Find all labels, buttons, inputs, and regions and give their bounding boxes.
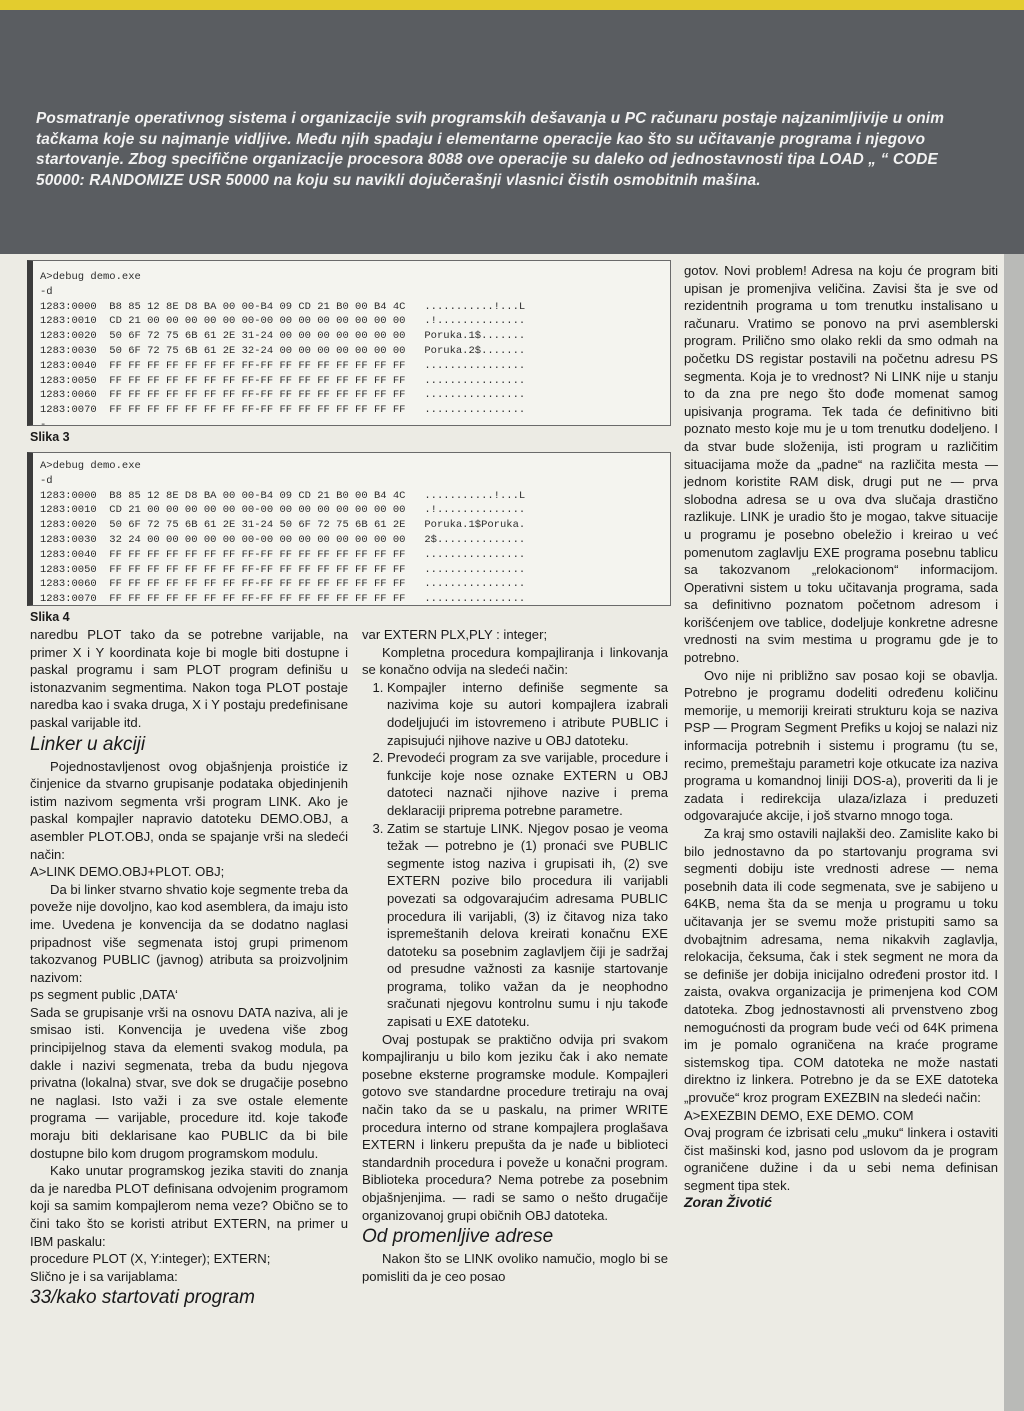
list-item: 2. Prevodeći program za sve varijable, procedure i funkcije koje nose oznake EXTERN u OBJ datoteci naznači njihove nazive i prema deklaraciji pripremа potrebne parametre. bbox=[387, 749, 668, 819]
paragraph: Kako unutar programskog jezika staviti do znanja da je naredba PLOT definisana odvojenim programom koji sa samim kompajlerom nema veze? Obično se to čini tako što se koristi atribut EXTERN, na primer u IBM paskalu: bbox=[30, 1163, 348, 1249]
figure-caption-4: Slika 4 bbox=[30, 610, 70, 624]
debug-dump-text: A>debug demo.exe -d 1283:0000 B8 85 12 8E D8 BA 00 00-B4 09 CD 21 B0 00 B4 4C ...........!...L 1283:0010 CD 21 00 00 00 00 00 00-00 00 00 00 00 00 00 00 .!.............. 1283:0020 50 6F 72 75 6B 61 2E 31-24 50 6F 72 75 6B 61 2E Poruka.1$Poruka. 1283:0030 32 24 00 00 00 00 00 00-00 00 00 00 00 00 00 00 2$.............. 1283:0040 FF FF FF FF FF FF FF FF-FF FF FF FF FF FF FF FF ................ 1283:0050 FF FF FF FF FF FF FF FF-FF FF FF FF FF FF FF FF ................ 1283:0060 FF FF FF FF FF FF FF FF-FF FF FF FF FF FF FF FF ................ 1283:0070 FF FF FF FF FF FF FF FF-FF FF FF FF FF FF FF FF ................ bbox=[40, 460, 526, 606]
paragraph: Za kraj smo ostavili najlakši deo. Zamislite kako bi bilo jednostavno da po startovanju programa svi segmenti dobiju iste vrednosti adrese — nema posebnih data ili code segmenata, sve je sabijeno u 64KB, nema šta da se menja u programu u toku učitavanja jer se svemu može pristupiti samo sa dvobajtnim adresama, nema nikakvih zaglavlja, relokacija, čeksuma, čak i stek segment ne mora da se definiše jer dobija inicijalno određeni prostor itd. I zaista, ovakva organizacija je primenjena kod COM datoteka. Zbog jednostavnosti ali prvenstveno zbog nemogućnosti da program bude veći od 64K primena im je pomalo ograničena na kraće programe sistemskog tipa. COM datoteka ne može nastati direktno iz linkera. Potrebno je da se EXE datoteka „provuče“ kroz program EXEZBIN na sledeći način: bbox=[684, 826, 998, 1105]
paragraph: Sada se grupisanje vrši na osnovu DATA naziva, ali je smisao isti. Konvencija je uvedena više zbog principijelnog stava da elementi svakog modula, pa dakle i nazivi segmenata, treba da budu njegova privatna (lokalna) stvar, sve dok se drugačije posebno ne naglasi. Isto važi i za sve ostale elemente programa — varijable, procedure itd. koje takođe moraju biti deklarisane kao PUBLIC da bi bile dostupne bilo kom drugom programskom modulu. bbox=[30, 1004, 348, 1161]
text-column-2 bbox=[362, 626, 668, 1285]
text-column-1 bbox=[30, 626, 348, 1311]
code-line: A>EXEZBIN DEMO, EXE DEMO. COM bbox=[684, 1107, 914, 1123]
paragraph: gotov. Novi problem! Adresa na koju će program biti upisan je promenjiva veličina. Zavisi šta je sve od rezidentnih programa u tom trenutku instalisano u računaru. Vratimo se ponovo na prvi asemblerski program. Prilično smo olako rekli da smo odmah na početku DS registar postavili na početnu adresu PS segmenta. Koja je to vrednost? Ni LINK nije u stanju to da zna pre nego što dođe momenat samog upisivanja programa. Tek tada će definitivno biti poznato mesto koje mu je u tom trenutku dodeljeno. I da stvar bude složenija, isti program u različitim situacijama može da „padne“ na različita mesta — jednom koristite RAM disk, drugi put ne — prva slobodna adresa se u ova dva slučaja drastično razlikuje. LINK je uradio što je mogao, takve situacije u programu je posebno obeležio i kreirao u već pomenutom zaglavlju EXE programa posebnu tablicu sa takozvanom „relokacionom“ informacijom. Operativni sistem u toku učitavanja programa, sada sa definitivno poznatom početnom adresom i korišćenjem ove tablice, dodeljuje konkretne adresne vrednosti na svim mestima u programu gde je to potrebno. bbox=[684, 263, 998, 666]
paragraph: naredbu PLOT tako da se potrebne varijable, na primer X i Y koordinata koje bi mogle biti dostupne i paskal programu i sam PLOT program definišu u istonazvanim segmentima. Nakon toga PLOT postaje naredba kao i svaka druga, X i Y postaju predefinisane paskal varijable itd. bbox=[30, 627, 348, 730]
code-line: ps segment public ‚DATA‘ bbox=[30, 987, 178, 1003]
paragraph: Nakon što se LINK ovoliko namučio, moglo bi se pomisliti da je ceo posao bbox=[362, 1251, 668, 1284]
page-footer-title: 33/kako startovati program bbox=[30, 1287, 255, 1309]
code-line: var EXTERN PLX,PLY : integer; bbox=[362, 627, 548, 642]
top-color-strip bbox=[0, 0, 1024, 10]
code-line: procedure PLOT (X, Y:integer); EXTERN; bbox=[30, 1251, 271, 1267]
page-edge-shadow bbox=[1004, 254, 1024, 1411]
author-signature: Zoran Životić bbox=[684, 1194, 772, 1211]
debug-listing-2 bbox=[27, 452, 671, 606]
list-item: 3. Zatim se startuje LINK. Njegov posao je veoma težak — potrebno je (1) pronaći sve PUBLIC segmente istog naziva i grupisati ih, (2) sve EXTERN pozive bilo procedura ili varijabli povezati sa odgovarajućim adresama PUBLIC procedura ili varijabli, (3) iz čitavog niza tako ispremeštanih delova kreirati konačnu EXE datoteku sa posebnim zaglavljem čiji je sadržaj od presudne važnosti za kasnije startovanje programa, toliko važan da je neophodno sračunati njegovu kontrolnu sumu i nju takođe zapisati u EXE datoteku. bbox=[387, 820, 668, 1031]
section-heading: Linker u akciji bbox=[30, 733, 146, 755]
numbered-list bbox=[362, 679, 668, 1031]
paragraph: Ovaj postupak se praktično odvija pri svakom kompajliranju u bilo kom jeziku čak i ako nemate posebne eksterne programske module. Kompajleri gotovo sve standardne procedure tretiraju na ovaj način tako da se u paskalu, na primer WRITE procedura interno od strane kompajlera proglašava EXTERN i linkeru prepušta da je nađe u biblioteci standardnih procedura i poveže u konačni program. Biblioteka procedura? Nema potrebe za posebnim objašnjenjima. — radi se samo o nešto drugačije organizovanoj grupi običnih OBJ datoteka. bbox=[362, 1031, 668, 1223]
paragraph: Pojednostavljenost ovog objašnjenja proistiće iz činjenice da stvarno grupisanje podataka objedinjenih istim nazivom segmenta vrši program LINK. Ako je paskal kompajler napravio datoteku DEMO.OBJ, a asembler PLOT.OBJ, onda se spajanje vrši na sledeći način: bbox=[30, 758, 348, 862]
text-column-3 bbox=[684, 262, 998, 1212]
intro-banner bbox=[0, 10, 1024, 254]
list-item: 1. Kompajler interno definiše segmente sa nazivima koje su autori kompajlera izabrali dodeljujući im istovremeno i atribute PUBLIC i zapisujući njihove nazive u OBJ datoteku. bbox=[387, 679, 668, 749]
paragraph: Ovaj program će izbrisati celu „muku“ linkera i ostaviti čist mašinski kod, jasno pod uslovom da je program ograničene dužine i da u sebi nema definisan segment tipa stek. bbox=[684, 1125, 998, 1193]
paragraph: Kompletna procedura kompajliranja i linkovanja se konačno odvija na sledeći način: bbox=[362, 644, 668, 678]
debug-listing-1 bbox=[27, 260, 671, 431]
paragraph: Slično je i sa varijablama: bbox=[30, 1268, 178, 1284]
section-heading: Od promenljive adrese bbox=[362, 1226, 554, 1248]
debug-dump-text: A>debug demo.exe -d 1283:0000 B8 85 12 8E D8 BA 00 00-B4 09 CD 21 B0 00 B4 4C ...........!...L 1283:0010 CD 21 00 00 00 00 00 00-00 00 00 00 00 00 00 00 .!.............. 1283:0020 50 6F 72 75 6B 61 2E 31-24 00 00 00 00 00 00 00 Poruka.1$....... 1283:0030 50 6F 72 75 6B 61 2E 32-24 00 00 00 00 00 00 00 Poruka.2$....... 1283:0040 FF FF FF FF FF FF FF FF-FF FF FF FF FF FF FF FF ................ 1283:0050 FF FF FF FF FF FF FF FF-FF FF FF FF FF FF FF FF ................ 1283:0060 FF FF FF FF FF FF FF FF-FF FF FF FF FF FF FF FF ................ 1283:0070 FF FF FF FF FF FF FF FF-FF FF FF FF FF FF FF FF ................ - bbox=[40, 271, 526, 431]
intro-text: Posmatranje operativnog sistema i organizacije svih programskih dešavanja u PC računaru postaje najzanimljivije u onim tačkama koje su najmanje vidljive. Među njih spadaju i elementarne operacije kao što su učitavanje programa i njegovo startovanje. Zbog specifične organizacije procesora 8088 ove operacije su daleko od jednostavnosti tipa LOAD „ “ CODE 50000: RANDOMIZE USR 50000 na koju su navikli dojučerašnji vlasnici čistih osmobitnih mašina. bbox=[36, 110, 945, 189]
figure-caption-3: Slika 3 bbox=[30, 430, 70, 444]
code-line: A>LINK DEMO.OBJ+PLOT. OBJ; bbox=[30, 864, 225, 880]
paragraph: Da bi linker stvarno shvatio koje segmente treba da poveže nije dovoljno, kao kod asemblera, da imaju isto ime. Uvedena je konvencija da se dodatno naglasi pripadnost više segmenata istoj grupi primenom takozvanog PUBLIC (javnog) atributa sa proizvoljnim nazivom: bbox=[30, 881, 348, 985]
paragraph: Ovo nije ni približno sav posao koji se obavlja. Potrebno je programu dodeliti određenu količinu memorije, u memoriji kreirati strukturu koja se naziva PSP — Program Segment Prefiks u kojoj se nalazi niz informacija potrebnih i sistemu i programu (tu se, recimo, premeštaju parametri koje otkucate iza naziva programa u komandnoj liniji DOS-a), proveriti da li je zadata i redirekcija ulaza/izlaza i preduzeti odgovarajuće akcije, i još stvarno mnogo toga. bbox=[684, 667, 998, 824]
